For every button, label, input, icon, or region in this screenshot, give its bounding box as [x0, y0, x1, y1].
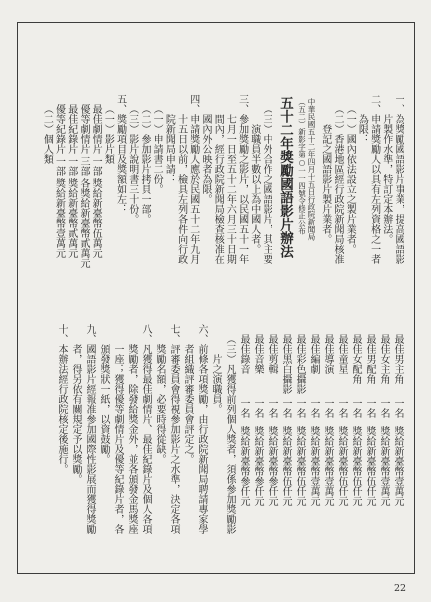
promulgation-note-line: （五二）新影字第○一一四號令修正公布 — [297, 98, 307, 235]
award-name: 優等紀錄片 — [53, 104, 65, 154]
award-entry — [250, 324, 264, 538]
award-prize: 獎給新臺幣參仟元 — [266, 426, 277, 506]
award-entry — [264, 324, 278, 538]
award-entry — [77, 94, 89, 272]
award-prize: 獎給新臺幣貳萬元 — [65, 178, 77, 258]
award-entry — [362, 324, 376, 538]
award-count: 一名 — [378, 398, 389, 418]
award-entry — [52, 94, 64, 272]
award-name: 最佳導演 — [322, 334, 333, 374]
award-prize: 獎給新臺幣壹萬元 — [308, 426, 319, 506]
award-name: 最佳黑白攝影 — [280, 334, 291, 394]
article-paragraph: （三）凡獲得前列個人獎者，須係參加獎勵影片之演職員。 — [210, 334, 235, 534]
award-entry — [278, 324, 292, 538]
award-entry — [376, 324, 390, 538]
award-prize: 獎給新臺幣參仟元 — [252, 426, 263, 506]
award-name: 最佳劇情片 — [90, 104, 102, 154]
article-paragraph: （三）影片說明書三十份。 — [126, 104, 138, 224]
article-paragraph: 三、參加獎勵之影片，以民國五十一年七月一日至五十二年六月三十日期間內，經行政院新聞局檢查核准在國內外公映者為限。 — [199, 94, 248, 264]
award-prize: 獎給新臺幣壹萬元 — [392, 426, 403, 506]
award-entry — [348, 324, 362, 538]
article-paragraph: 九、國語影片經報准參加國際性影展而獲得獎勵者，得另依有關規定予以獎勵。 — [70, 324, 95, 534]
article-paragraph: 八、凡獲得最佳劇情片、最佳紀錄片及個人各項獎勵者，除發給獎金外，並各頒發金馬獎座一座；獲得優等劇情片及優等紀錄片者，各頒發獎狀一紙，以資鼓勵。 — [98, 324, 151, 534]
article-paragraph: 一、為獎勵國語影片事業，提高國語影片製作水準，特訂定本辦法。 — [380, 94, 404, 264]
article-paragraph: 四、申請獎勵人應於民國五十二年九月十五日以前，檢具左列各件向行政院新聞局申請： — [163, 94, 199, 264]
article-paragraph: （一）國內依法設立之製片業者。 — [344, 104, 356, 254]
award-name: 最佳女配角 — [350, 334, 361, 384]
award-prize: 獎給新臺幣伍仟元 — [350, 426, 361, 506]
award-prize: 獎給新臺幣壹萬元 — [53, 178, 65, 258]
upper-left-articles — [35, 94, 272, 272]
award-name: 最佳彩色攝影 — [294, 334, 305, 394]
article-paragraph: 七、評審委員會得視參加影片之水準，決定各項獎勵名額，必要時得從缺。 — [154, 324, 179, 534]
award-count: 一名 — [294, 398, 305, 418]
article-paragraph: （二）香港地區經行政院新聞局核准登記之國語影片製片業者。 — [319, 104, 343, 264]
article-paragraph: （一）影片類 — [102, 104, 114, 164]
award-entry — [89, 94, 101, 272]
award-count: 一名 — [364, 398, 375, 418]
award-prize: 獎給新臺幣伍仟元 — [364, 426, 375, 506]
article-paragraph: 十、本辦法經行政院核定後施行。 — [56, 324, 67, 474]
award-prize: 獎給新臺幣伍仟元 — [294, 426, 305, 506]
award-name: 優等劇情片 — [77, 104, 89, 154]
award-count: 一名 — [280, 398, 291, 418]
award-name: 最佳紀錄片 — [65, 104, 77, 154]
award-prize: 獎給新臺幣伍仟元 — [336, 426, 347, 506]
award-prize: 獎給新臺幣壹萬元 — [378, 426, 389, 506]
article-paragraph: （二）個人類 — [41, 104, 53, 164]
award-name: 最佳童星 — [336, 334, 347, 374]
lower-section — [36, 324, 404, 538]
award-count: 一名 — [322, 398, 333, 418]
award-name: 最佳錄音 — [238, 334, 249, 374]
promulgation-note-line: 中華民國五十二年四月十五日行政院新聞局 — [307, 98, 316, 241]
award-entry — [306, 324, 320, 538]
award-prize: 各獎給新臺幣貳萬元 — [77, 178, 89, 268]
award-entry — [236, 324, 250, 538]
award-name: 最佳剪輯 — [266, 334, 277, 374]
award-prize: 獎給新臺幣參仟元 — [238, 426, 249, 506]
award-count: 一部 — [65, 156, 77, 176]
award-name: 最佳女主角 — [378, 334, 389, 384]
award-entry — [390, 324, 404, 538]
promulgation-note — [296, 98, 316, 258]
award-entry — [65, 94, 77, 272]
award-count: 一部 — [53, 156, 65, 176]
page-number: 22 — [394, 583, 407, 594]
award-entry — [334, 324, 348, 538]
article-paragraph: 六、前條各項獎勵，由行政院新聞局聘請專家學者組織評審委員會評定之。 — [182, 324, 207, 534]
award-count: 一名 — [336, 398, 347, 418]
article-paragraph: （一）申請書二份。 — [151, 104, 163, 194]
upper-right-articles — [316, 94, 404, 272]
award-prize: 獎給新臺幣伍仟元 — [280, 426, 291, 506]
award-entry — [320, 324, 334, 538]
award-count: 一名 — [392, 398, 403, 418]
award-count: 一名 — [238, 398, 249, 418]
award-prize: 獎給新臺幣壹萬元 — [322, 426, 333, 506]
award-count: 一名 — [350, 398, 361, 418]
award-name: 最佳音樂 — [252, 334, 263, 374]
award-count: 一名 — [252, 398, 263, 418]
award-count: 一名 — [308, 398, 319, 418]
award-prize: 獎給新臺幣伍萬元 — [90, 178, 102, 258]
article-paragraph: （二）參加影片拷貝一部。 — [138, 104, 150, 224]
award-name: 最佳編劇 — [308, 334, 319, 374]
award-count: 三部 — [77, 156, 89, 176]
article-paragraph: 五、獎勵項目及獎額如左： — [114, 94, 126, 214]
document-title: 五十二年獎勵國語影片辦法 — [277, 96, 293, 258]
article-paragraph: （三）中外合作之國語影片，其主要演職員半數以上為中國人者。 — [248, 104, 272, 264]
award-count: 一名 — [266, 398, 277, 418]
article-paragraph: 二、申請獎勵人以具有左列資格之一者為限： — [356, 94, 380, 264]
award-count: 一部 — [90, 156, 102, 176]
award-name: 最佳男主角 — [392, 334, 403, 384]
award-name: 最佳男配角 — [364, 334, 375, 384]
award-entry — [292, 324, 306, 538]
